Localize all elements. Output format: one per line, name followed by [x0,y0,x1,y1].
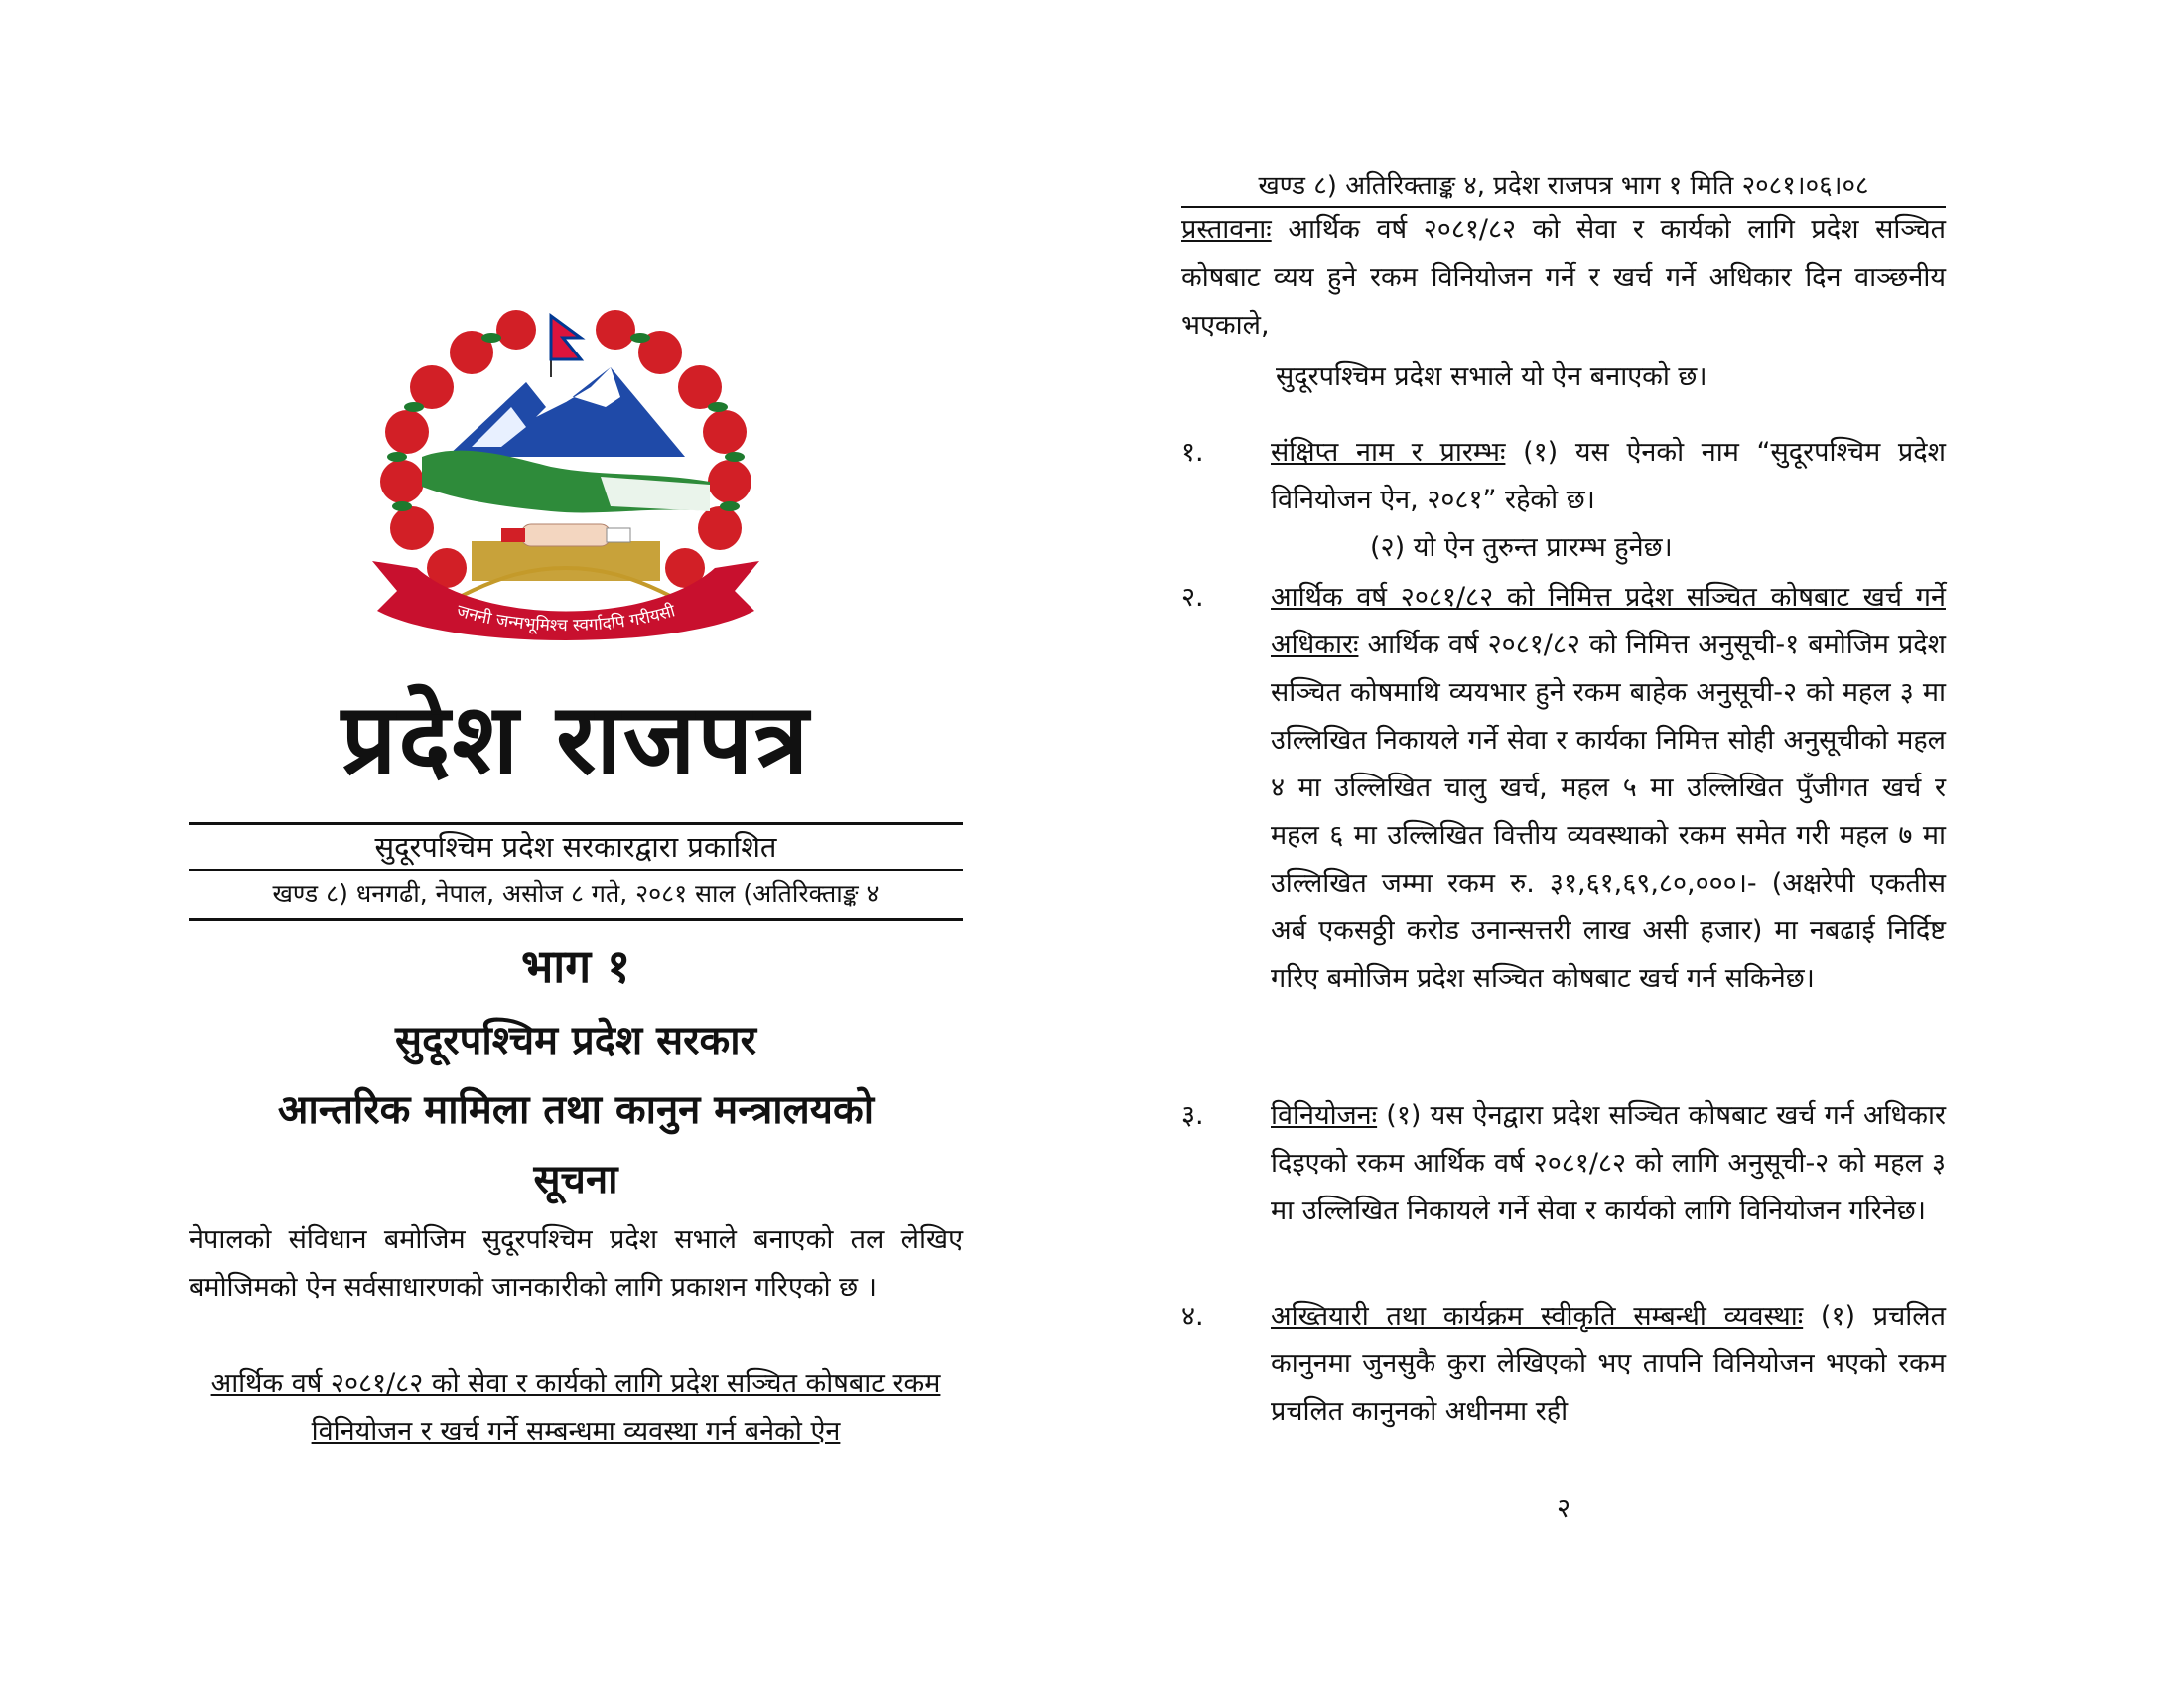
running-header: खण्ड ८) अतिरिक्ताङ्क ४, प्रदेश राजपत्र भाग १ मिति २०८१।०६।०८ [1181,166,1946,208]
section-text: (१) प्रचलित कानुनमा जुनसुकै कुरा लेखिएको भए तापनि विनियोजन भएको रकम प्रचलित कानुनको अधीनमा रही [1271,1301,1946,1427]
part-number: भाग १ [520,939,631,993]
publisher-line: सुदूरपश्चिम प्रदेश सरकारद्वारा प्रकाशित [374,830,777,864]
section-text: (१) यस ऐनद्वारा प्रदेश सञ्चित कोषबाट खर्च गर्न अधिकार दिइएको रकम आर्थिक वर्ष २०८१/८२ को लागि अनुसूची-२ को महल ३ मा उल्लिखित निकायले गर्ने सेवा र कार्यको लागि विनियोजन गरिनेछ। [1271,1100,1946,1226]
government-heading: सुदूरपश्चिम प्रदेश सरकार [395,1018,756,1063]
enactment-clause: सुदूरपश्चिम प्रदेश सभाले यो ऐन बनाएको छ। [1276,361,1707,392]
notice-heading: सूचना [533,1157,618,1202]
emblem-motto: जननी जन्मभूमिश्च स्वर्गादपि गरीयसी [454,601,678,636]
nepal-flag-icon [551,316,581,377]
preamble-label: प्रस्तावनाः [1181,214,1272,245]
gazette-masthead: प्रदेश राजपत्र [341,682,811,796]
section-title: विनियोजनः [1271,1100,1378,1131]
section-text: (१) यस ऐनको नाम “सुदूरपश्चिम प्रदेश विनियोजन ऐन, २०८१” रहेको छ। [1271,437,1946,515]
act-title: आर्थिक वर्ष २०८१/८२ को सेवा र कार्यको लागि प्रदेश सञ्चित कोषबाट रकम विनियोजन र खर्च गर्ने सम्बन्धमा व्यवस्था गर्न बनेको ऐन [210,1368,941,1447]
section-title: आर्थिक वर्ष २०८१/८२ को निमित्त प्रदेश सञ्चित कोषबाट खर्च गर्ने अधिकारः [1271,582,1946,660]
section-number: १. [1181,437,1204,468]
publisher-rule [189,869,963,871]
section-number: ३. [1181,1100,1204,1131]
intro-paragraph: नेपालको संविधान बमोजिम सुदूरपश्चिम प्रदेश सभाले बनाएको तल लेखिए बमोजिमको ऐन सर्वसाधारणको जानकारीको लागि प्रकाशन गरिएको छ । [189,1224,963,1303]
section-number: २. [1181,582,1204,613]
masthead-rule-top [189,822,963,825]
section-text: आर्थिक वर्ष २०८१/८२ को निमित्त अनुसूची-१ बमोजिम प्रदेश सञ्चित कोषमाथि व्ययभार हुने रकम बाहेक अनुसूची-२ को महल ३ मा उल्लिखित निकायले गर्ने सेवा र कार्यका निमित्त सोही अनुसूचीको महल ४ मा उल्लिखित चालु खर्च, महल ५ मा उल्लिखित पुँजीगत खर्च र महल ६ मा उल्लिखित वित्तीय व्यवस्थाको रकम समेत गरी महल ७ मा उल्लिखित जम्मा रकम रु. ३१,६१,६९,८०,०००।- (अक्षरेपी एकतीस अर्ब एकसठ्ठी करोड उनान्सत्तरी लाख असी हजार) मा नबढाई निर्दिष्ट गरिए बमोजिम प्रदेश सञ्चित कोषबाट खर्च गर्न सकिनेछ। [1271,630,1946,994]
section-number: ४. [1181,1301,1204,1332]
mountain-icon [447,367,685,457]
issue-rule [189,918,963,921]
issue-line: खण्ड ८) धनगढी, नेपाल, असोज ८ गते, २०८१ साल (अतिरिक्ताङ्क ४ [272,879,880,908]
section-1 [1181,429,1946,572]
section-title: अख्तियारी तथा कार्यक्रम स्वीकृति सम्बन्धी व्यवस्थाः [1271,1301,1804,1332]
section-4 [1181,1293,1946,1436]
preamble [1181,207,1946,350]
section-subclause: (२) यो ऐन तुरुन्त प्रारम्भ हुनेछ। [1370,532,1673,563]
section-3 [1181,1092,1946,1235]
ministry-heading: आन्तरिक मामिला तथा कानुन मन्त्रालयको [277,1087,875,1133]
nepal-emblem-icon [352,308,779,645]
page-number: २ [1556,1493,1571,1524]
section-title: संक्षिप्त नाम र प्रारम्भः [1271,437,1506,468]
section-2 [1181,574,1946,1003]
preamble-text: आर्थिक वर्ष २०८१/८२ को सेवा र कार्यको लागि प्रदेश सञ्चित कोषबाट व्यय हुने रकम विनियोजन गर्ने र खर्च गर्ने अधिकार दिन वाञ्छनीय भएकाले, [1181,214,1946,341]
